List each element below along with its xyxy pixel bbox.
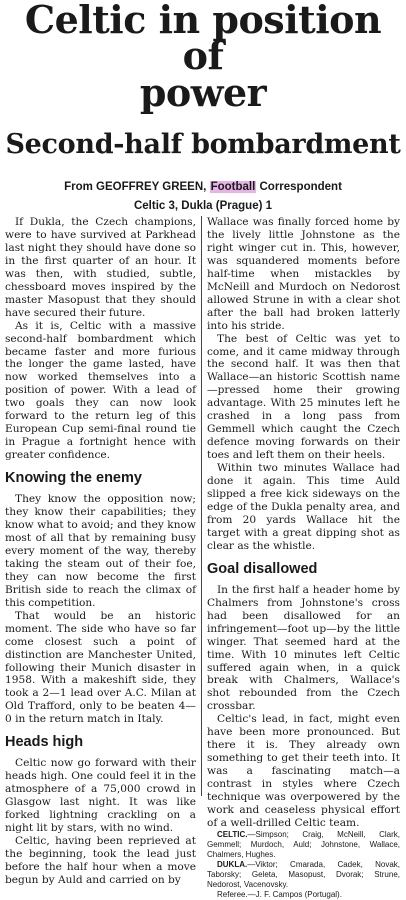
byline-highlight: Football [210,181,256,193]
paragraph: Celtic, having been reprieved at the beginning, took the lead just before the half hour when a move begun by Auld and carried on by [5,834,196,886]
subheadline: Second-half bombardment [5,129,401,160]
referee-line: Referee.—J. F. Campos (Portugal). [217,889,342,899]
match-score: Celtic 3, Dukla (Prague) 1 [133,200,273,212]
section-heading: Knowing the enemy [5,470,142,487]
paragraph: In the first half a header home by Chalmers from Johnstone's cross had been disallowed for an infringement—foot up—by the little winger. That seemed hard at the time. With 10 minutes left Celtic suffered again when, in a quick break with Chalmers, Wallace's shot rebounded from the Czech crossbar. [207,583,400,713]
paragraph: Celtic's lead, in fact, might even have been more pronounced. But there it is. They already own something to get their teeth into. It was a fascinating match—a contrast in styles where Czech technique was overpowered by the work and ceaseless physical effort of a well-drilled Celtic team. [207,713,400,829]
paragraph: As it is, Celtic with a massive second-half bombardment which became faster and more furious the longer the game lasted, have now worked themselves into a position of power. With a lead of two goals they can now look forward to the return leg of this European Cup semi-final round tie in Prague a fortnight hence with greater confidence. [5,319,196,462]
paragraph: The best of Celtic was yet to come, and it came midway through the second half. It was then that Wallace—an historic Scottish name—pressed home their growing advantage. With 25 minutes left he crashed in a long pass from Gemmell which caught the Czech defence moving forwards on their toes and left them on their heels. [207,332,400,462]
byline-prefix: From GEOFFREY GREEN, [64,181,207,193]
team-label: CELTIC. [217,829,248,839]
dukla-lineup [207,860,400,890]
right-column [207,216,400,900]
team-players: —Simpson; Craig, McNeill, Clark, Gemmell; Murdoch, Auld; Johnstone, Wallace, Chalmers, Hughes. [207,829,400,859]
paragraph: They know the opposition now; they know their capabilities; they know what to avoid; and they know most of all that by remaining busy every moment of the way, thereby taking the steam out of their foe, they can now become the first British side to reach the climax of this competition. [5,493,196,609]
section-heading: Heads high [5,734,84,751]
team-label: DUKLA. [217,859,248,869]
paragraph: Wallace was finally forced home by the lively little Johnstone as the right winger cut in. This, however, was squandered moments before half-time when mistackles by McNeill and Murdoch on Nedorost allowed Strune in with a clear shot after the ball had broken latterly into his stride. [207,216,400,332]
paragraph: Celtic now go forward with their heads high. One could feel it in the atmosphere of a 75,000 crowd in Glasgow last night. It was like forked lightning crackling on a night lit by stars, with no wind. [5,757,196,835]
left-column [5,216,196,887]
team-players: —Viktor; Cmarada, Cadek, Novak, Taborsky; Geleta, Masopust, Dvorak; Strune, Nedorost, Vacenovsky. [207,859,400,889]
headline-line1: Celtic in position [24,0,382,42]
paragraph: Within two minutes Wallace had done it again. This time Auld slipped a free kick sideways on the edge of the Dukla penalty area, and from 20 yards Wallace hit the target with a great dipping shot as clear as the whistle. [207,462,400,552]
paragraph: That would be an historic moment. The side who have so far come closest such a point of distinction are Manchester United, following their Munich disaster in 1958. With a makeshift side, they took a 2—1 lead over A.C. Milan at Old Trafford, only to be beaten 4—0 in the return match in Italy. [5,609,196,726]
celtic-lineup [207,830,400,860]
paragraph: If Dukla, the Czech champions, were to have survived at Parkhead last night they should have done so in the first quarter of an hour. It was then, with studied, subtle, chessboard moves inspired by the master Masopust that they should have secured their future. [5,216,196,319]
column-divider [201,216,202,796]
headline-line2: of [182,33,224,78]
byline [0,180,406,194]
section-heading: Goal disallowed [207,560,318,577]
byline-suffix: Correspondent [259,181,342,193]
headline-line3: power [139,70,267,115]
